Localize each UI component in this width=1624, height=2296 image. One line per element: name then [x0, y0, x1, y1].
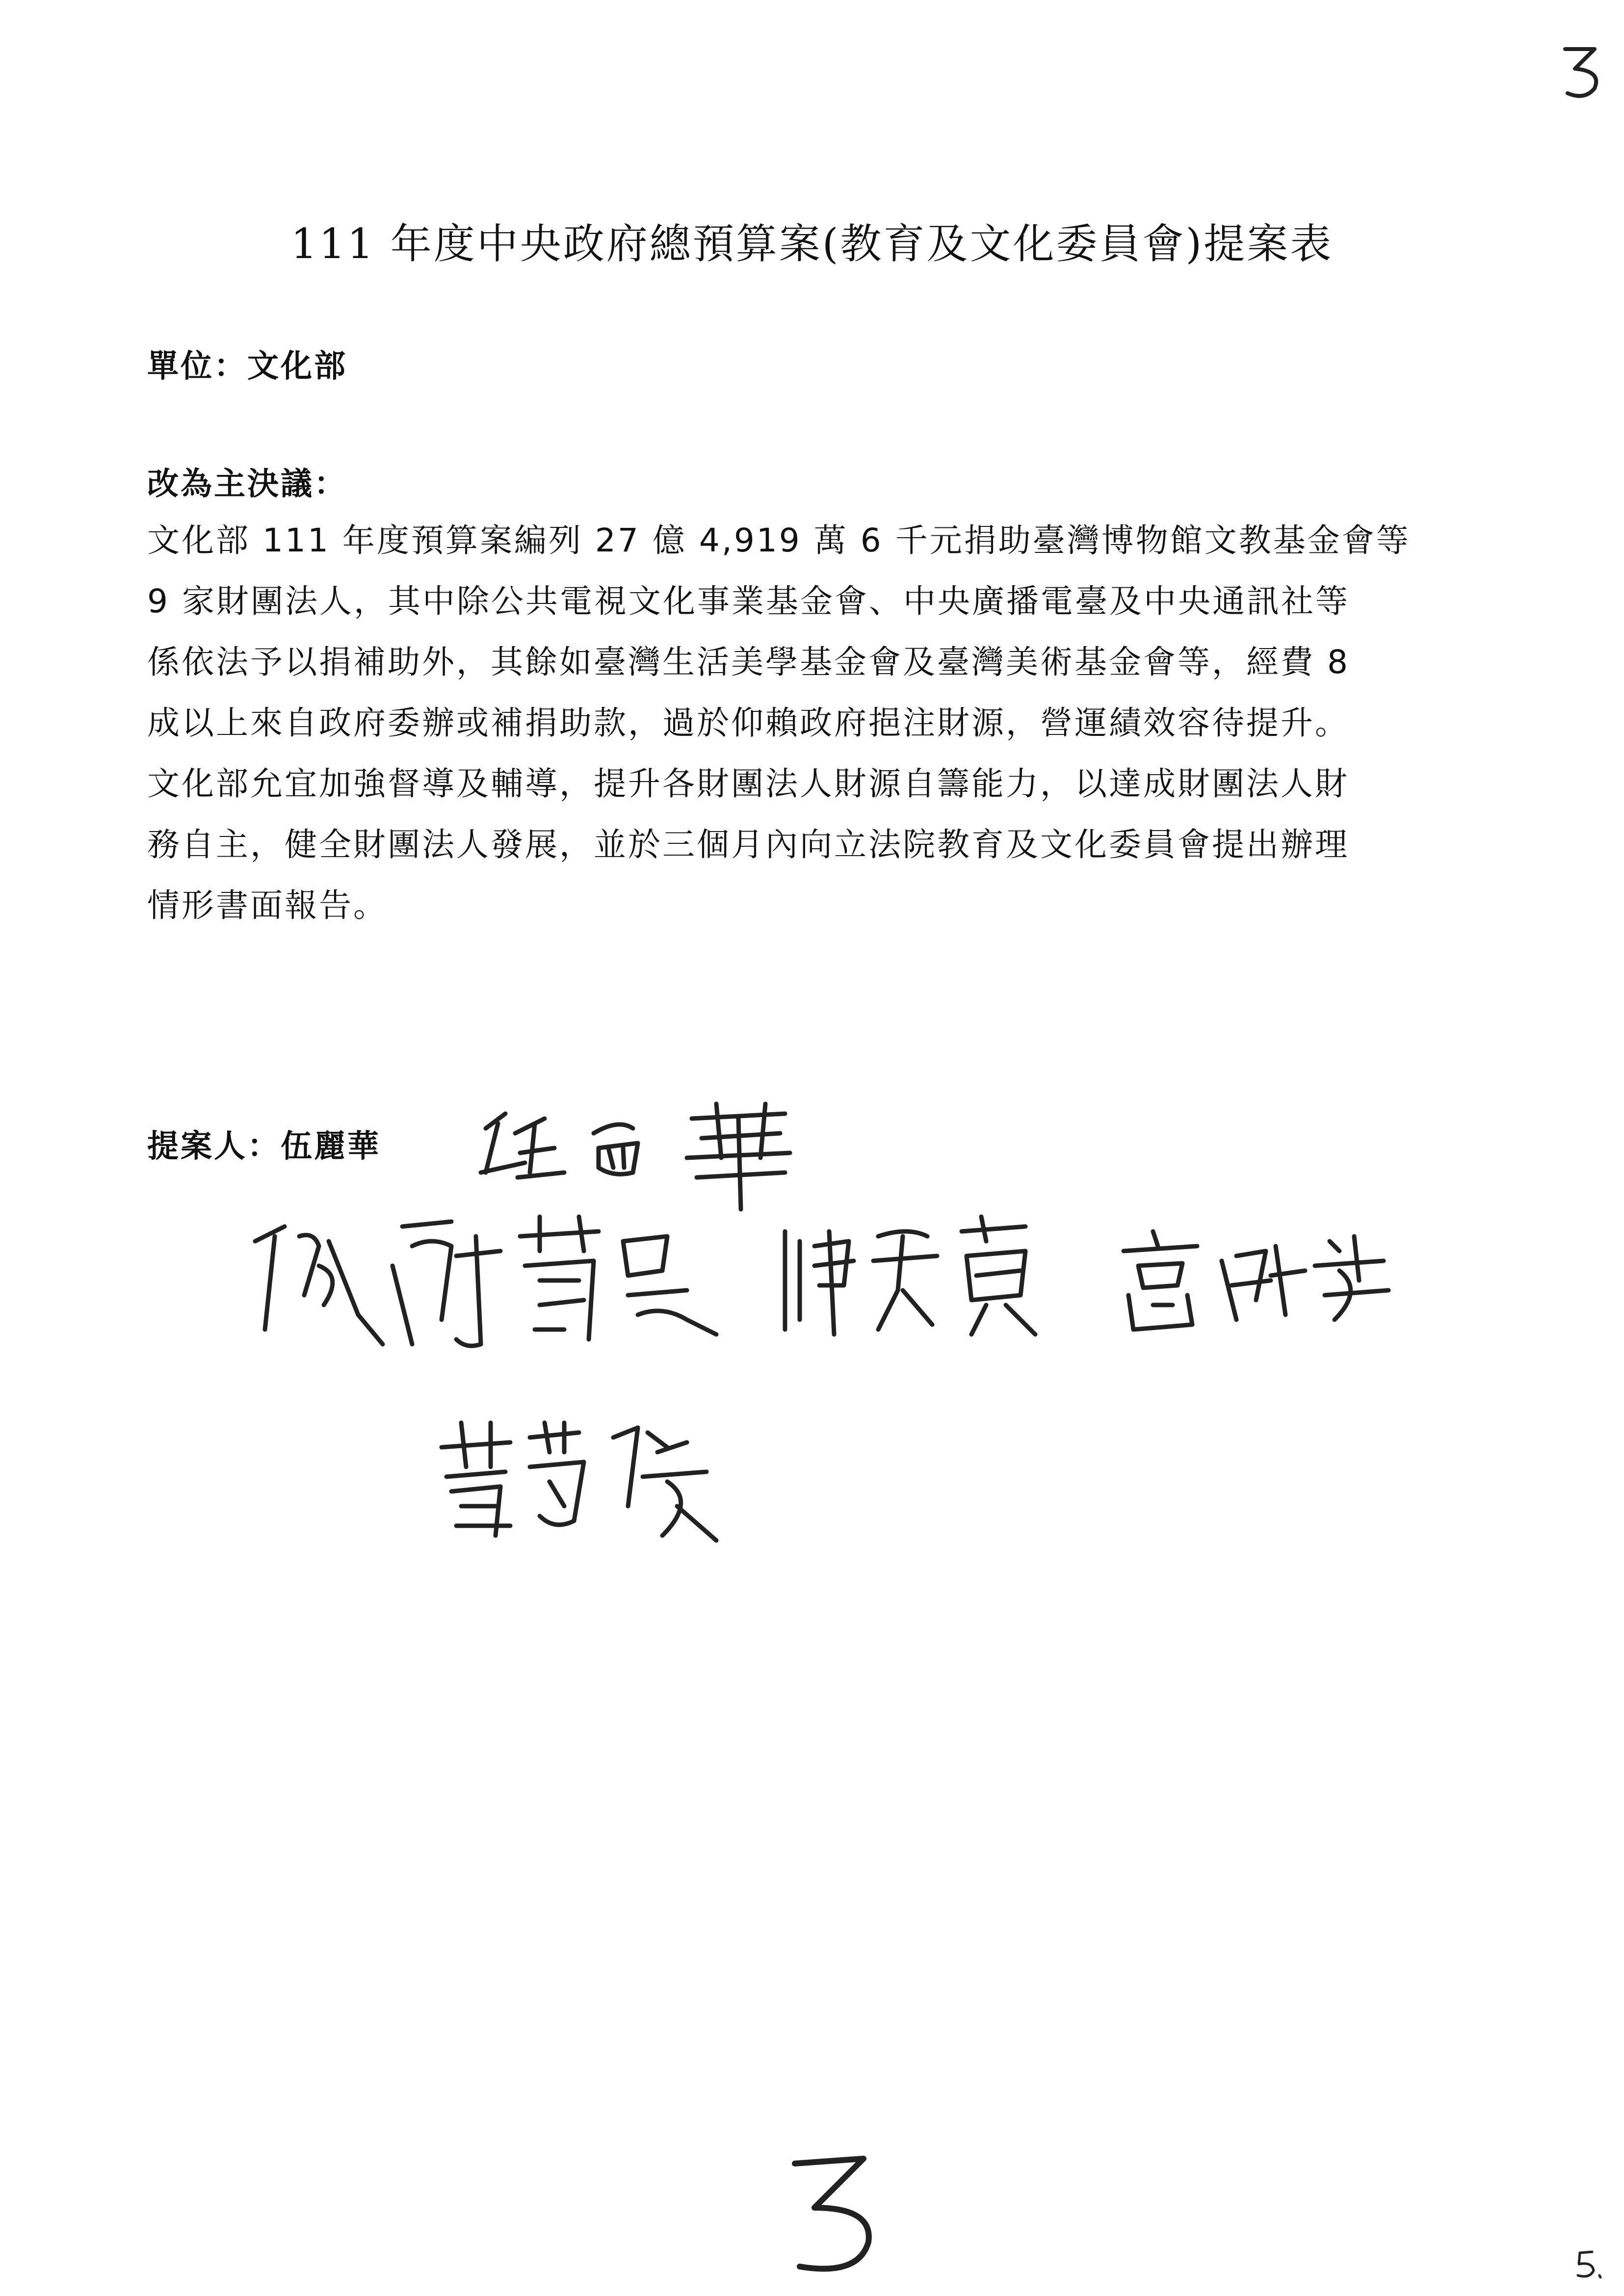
resolution-body [147, 510, 1501, 936]
body-line: 務自主，健全財團法人發展，並於三個月內向立法院教育及文化委員會提出辦理 [147, 826, 1349, 863]
resolution-heading: 改為主決議： [147, 466, 347, 502]
body-line: 文化部 111 年度預算案編列 27 億 4,919 萬 6 千元捐助臺灣博物館文教基金會等 [147, 522, 1411, 559]
signature-wu-li-hua [471, 1099, 805, 1212]
signature-huang-hsiu-fang [432, 1408, 726, 1545]
body-line: 係依法予以捐補助外，其餘如臺灣生活美學基金會及臺灣美術基金會等，經費 8 [147, 643, 1350, 681]
body-line: 情形書面報告。 [147, 887, 388, 924]
proposer-label: 提案人：伍麗華 [147, 1128, 381, 1165]
handwritten-page-number-bottom [785, 2149, 878, 2281]
handwritten-page-number-top [1560, 39, 1604, 103]
signature-chang-liao-wan-chien [245, 1207, 726, 1354]
body-line: 文化部允宜加強督導及輔導，提升各財團法人財源自籌能力，以達成財團法人財 [147, 765, 1349, 803]
document-title: 111 年度中央政府總預算案(教育及文化委員會)提案表 [290, 220, 1334, 268]
handwritten-corner-mark [1575, 2247, 1604, 2281]
body-line: 9 家財團法人，其中除公共電視文化事業基金會、中央廣播電臺及中央通訊社等 [147, 582, 1350, 620]
body-line: 成以上來自政府委辦或補捐助款，過於仰賴政府挹注財源，營運績效容待提升。 [147, 704, 1349, 742]
signature-chen-hsiu-pao [770, 1212, 1045, 1339]
unit-label: 單位：文化部 [147, 348, 347, 385]
signature-kao-hung-an [1109, 1222, 1393, 1334]
